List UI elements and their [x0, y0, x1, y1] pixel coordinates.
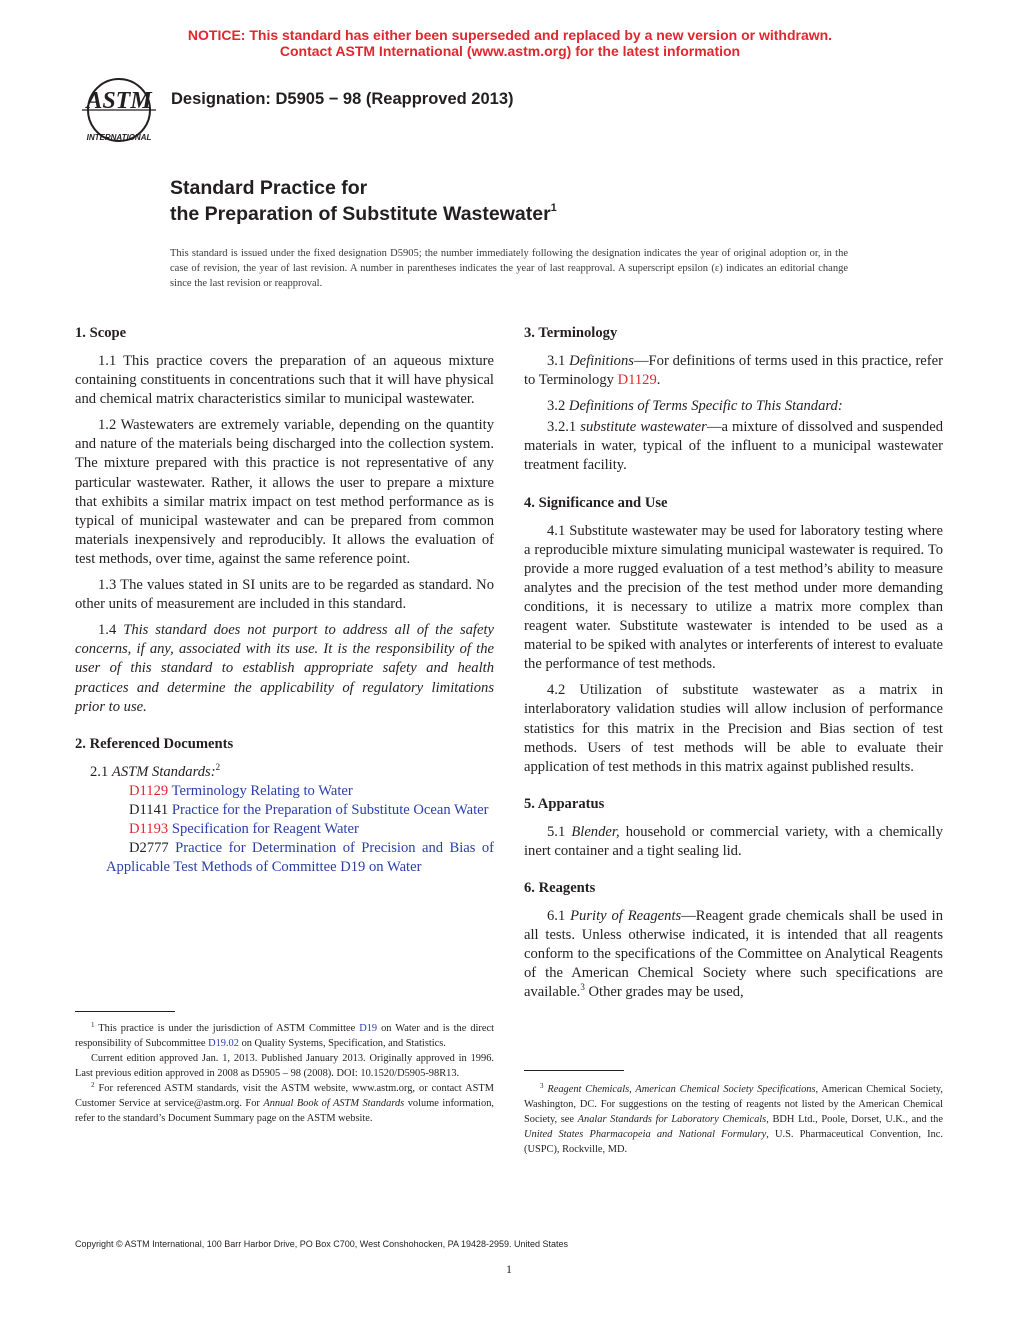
footnote-1: $^1$ This practice is under the jurisdiction of ASTM Committee D19 on Water and is the direct responsibility of Subcommittee D19.02 on Quality Systems, Specification, and Statistics. [75, 1021, 494, 1049]
section-heading-reagents: 6. Reagents [524, 879, 596, 896]
reference-d1129[interactable]: D1129 Terminology Relating to Water [129, 782, 353, 799]
designation: Designation: D5905 − 98 (Reapproved 2013) [171, 90, 514, 108]
footnote-rule-left [75, 1011, 175, 1012]
logo-letters: ASTM [86, 88, 152, 114]
link-d19[interactable]: D19 [359, 1023, 378, 1034]
paragraph-4-1: 4.1 Substitute wastewater may be used for laboratory testing where a reproducible mixture simulating municipal wastewater is required. To provide a more rugged evaluation of a test method’s ability to measure analytes and the precision of the test method under more demanding conditions, it is necessary to utilize a matrix more complex than reagent water. Substitute wastewater is intended to be used as a material to be spiked with analytes or interferents of interest to evaluate the performance of test methods. [524, 522, 943, 673]
section-heading-terminology: 3. Terminology [524, 325, 618, 341]
title-line-2: the Preparation of Substitute Wastewater$^1$ [170, 202, 557, 225]
section-heading-scope: 1. Scope [75, 325, 127, 341]
footnote-2: $^2$ For referenced ASTM standards, visit the ASTM website, www.astm.org, or contact ASTM Customer Service at service@astm.org. For Annual Book of ASTM Standards volume information, refer to the standard’s Document Summary page on the ASTM website. [75, 1081, 495, 1124]
footnote-3: $^3$ Reagent Chemicals, American Chemical Society Specifications, American Chemical Society, Washington, DC. For suggestions on the testing of reagents not listed by the American Chemical Society, see Analar Standards for Laboratory Chemicals, BDH Ltd., Poole, Dorset, U.K., and the United States Pharmacopeia and National Formulary, U.S. Pharmaceutical Convention, Inc. (USPC), Rockville, MD. [524, 1082, 943, 1155]
page-number: 1 [506, 1262, 512, 1276]
astm-standards-label: 2.1 ASTM Standards:$^2$ [90, 761, 221, 780]
supersede-notice [0, 27, 1020, 59]
notice-line-1: NOTICE: This standard has either been superseded and replaced by a new version or withdrawn. [187, 27, 833, 43]
reference-d2777[interactable]: D2777 Practice for Determination of Precision and Bias of Applicable Test Methods of Committee D19 on Water [106, 840, 494, 876]
footnote-rule-right [524, 1070, 624, 1071]
section-heading-apparatus: 5. Apparatus [524, 795, 605, 812]
logo-caption: INTERNATIONAL [86, 133, 152, 142]
paragraph-3-1: 3.1 Definitions—For definitions of terms used in this practice, refer to Terminology D1129. [524, 353, 943, 389]
right-column [524, 324, 943, 1009]
paragraph-1-4: 1.4 This standard does not purport to address all of the safety concerns, if any, associated with its use. It is the responsibility of the user of this standard to establish appropriate safety and health practices and determine the applicability of regulatory limitations prior to use. [75, 622, 494, 715]
paragraph-3-2-1: 3.2.1 substitute wastewater—a mixture of dissolved and suspended materials in water, typical of the influent to a municipal wastewater treatment facility. [524, 419, 943, 474]
footnotes-left [75, 1021, 494, 1126]
title-line-1: Standard Practice for [170, 177, 368, 199]
footnote-1-edition: Current edition approved Jan. 1, 2013. Published January 2013. Originally approved in 1996. Last previous edition approved in 2008 as D5905 – 98 (2008). DOI: 10.1520/D5905-98R13. [75, 1053, 494, 1079]
paragraph-3-2: 3.2 Definitions of Terms Specific to This Standard: [547, 398, 843, 415]
issued-note: This standard is issued under the fixed designation D5905; the number immediately following the designation indicates the year of original adoption or, in the case of revision, the year of last revision. A number in parentheses indicates the year of last reapproval. A superscript epsilon (ε) indicates an editorial change since the last revision or reapproval. [170, 248, 848, 289]
paragraph-5-1: 5.1 Blender, household or commercial variety, with a chemically inert container and a tight sealing lid. [524, 823, 943, 859]
footnotes-right [524, 1082, 943, 1157]
copyright-line: Copyright © ASTM International, 100 Barr Harbor Drive, PO Box C700, West Conshohocken, PA 19428-2959. United States [75, 1239, 569, 1249]
link-d1129[interactable]: D1129 [617, 372, 657, 389]
link-d19-02[interactable]: D19.02 [208, 1038, 239, 1049]
title-footnote-mark: 1 [550, 202, 557, 214]
paragraph-1-2: 1.2 Wastewaters are extremely variable, depending on the quantity and nature of the materials being discharged into the collection system. The mixture prepared with this practice is not representative of any particular wastewater. Rather, it allows the user to prepare a mixture that exhibits a similar matrix impact on test method performance as is typical of municipal wastewater and can be prepared from common materials inexpensively and reproducibly. It allows the evaluation of test methods, over time, against the same reference point. [75, 417, 494, 567]
section-heading-referenced-documents: 2. Referenced Documents [75, 735, 234, 752]
astm-logo [78, 74, 160, 144]
document-title [170, 175, 557, 227]
reference-d1141[interactable]: D1141 Practice for the Preparation of Substitute Ocean Water [129, 801, 489, 818]
left-column [75, 324, 494, 877]
section-heading-significance: 4. Significance and Use [524, 494, 668, 511]
paragraph-4-2: 4.2 Utilization of substitute wastewater as a matrix in interlaboratory validation studies will allow inclusion of performance statistics for this matrix in the Precision and Bias section of test methods. Users of test methods will be able to evaluate their application of test methods in this matrix against published results. [524, 682, 943, 775]
paragraph-1-1: 1.1 This practice covers the preparation of an aqueous mixture containing constituents in concentrations such that it will have physical and chemical matrix characteristics similar to municipal wastewater. [75, 353, 494, 408]
paragraph-6-1: 6.1 Purity of Reagents—Reagent grade chemicals shall be used in all tests. Unless otherwise indicated, it is intended that all reagents conform to the specifications of the Committee on Analytical Reagents of the American Chemical Society where such specifications are available.$^3$ Other grades may be used, [524, 907, 943, 1001]
notice-line-2: Contact ASTM International (www.astm.org) for the latest information [279, 43, 741, 59]
paragraph-1-3: 1.3 The values stated in SI units are to be regarded as standard. No other units of measurement are included in this standard. [75, 577, 494, 613]
reference-d1193[interactable]: D1193 Specification for Reagent Water [129, 820, 359, 837]
